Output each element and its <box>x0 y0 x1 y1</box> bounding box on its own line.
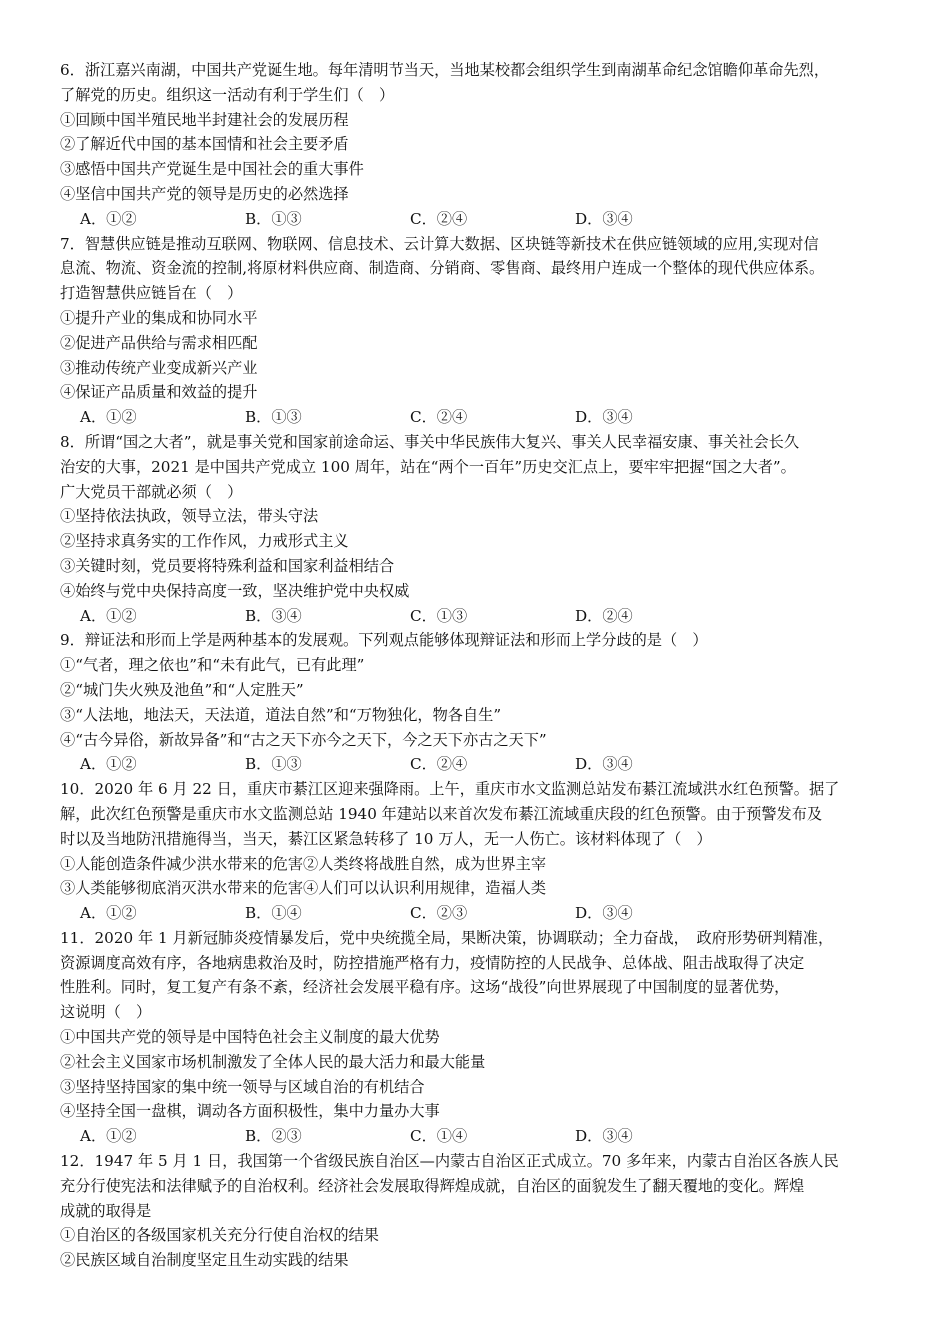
statement-item: ④“古今异俗，新故异备”和“古之天下亦今之天下，今之天下亦古之天下” <box>60 730 547 749</box>
statement-item: ③推动传统产业变成新兴产业 <box>60 358 258 377</box>
question-stem-line: 成就的取得是 <box>60 1201 152 1220</box>
option-d: D．③④ <box>575 1127 633 1146</box>
statement-item: ③坚持坚持国家的集中统一领导与区域自治的有机结合 <box>60 1077 425 1096</box>
question-stem-line: 8．所谓“国之大者”，就是事关党和国家前途命运、事关中华民族伟大复兴、事关人民幸福安康、事关社会长久 <box>60 432 800 451</box>
statement-item: ②“城门失火殃及池鱼”和“人定胜天” <box>60 680 304 699</box>
statement-item: ④始终与党中央保持高度一致，坚决维护党中央权威 <box>60 581 410 600</box>
option-b: B．①④ <box>245 904 302 923</box>
statement-item: ①自治区的各级国家机关充分行使自治权的结果 <box>60 1226 379 1245</box>
question-stem-line: 解，此次红色预警是重庆市水文监测总站 1940 年建站以来首次发布綦江流域重庆段的红色预警。由于预警发布及 <box>60 804 823 823</box>
statement-item: ③关键时刻，党员要将特殊利益和国家利益相结合 <box>60 556 395 575</box>
question-stem-line: 9．辩证法和形而上学是两种基本的发展观。下列观点能够体现辩证法和形而上学分歧的是（ ） <box>60 631 708 650</box>
statement-item: ①“气者，理之依也”和“未有此气，已有此理” <box>60 656 365 675</box>
statement-item: ③“人法地，地法天，天法道，道法自然”和“万物独化，物各自生” <box>60 705 502 724</box>
option-d: D．③④ <box>575 408 633 427</box>
question-stem-line: 这说明（ ） <box>60 1003 152 1022</box>
question-stem-line: 资源调度高效有序，各地病患救治及时，防控措施严格有力，疫情防控的人民战争、总体战、阻击战取得了决定 <box>60 953 805 972</box>
statement-item: ②坚持求真务实的工作作风，力戒形式主义 <box>60 532 349 551</box>
statement-item: ③人类能够彻底消灭洪水带来的危害④人们可以认识利用规律，造福人类 <box>60 879 546 898</box>
question-7 <box>60 232 898 430</box>
option-b: B．①③ <box>245 755 302 774</box>
option-c: C．②③ <box>410 904 468 923</box>
question-10 <box>60 777 898 926</box>
statement-item: ④保证产品质量和效益的提升 <box>60 383 258 402</box>
question-stem-line: 治安的大事，2021 是中国共产党成立 100 周年，站在“两个一百年”历史交汇点上，要牢牢把握“国之大者”。 <box>60 457 796 476</box>
question-9 <box>60 628 898 777</box>
option-a: A．①② <box>80 209 137 228</box>
question-stem-line: 广大党员干部就必须（ ） <box>60 482 243 501</box>
option-a: A．①② <box>80 606 137 625</box>
option-d: D．③④ <box>575 904 633 923</box>
option-d: D．③④ <box>575 209 633 228</box>
option-a: A．①② <box>80 1127 137 1146</box>
option-c: C．②④ <box>410 209 468 228</box>
option-c: C．②④ <box>410 408 468 427</box>
option-c: C．①④ <box>410 1127 468 1146</box>
question-stem-line: 11．2020 年 1 月新冠肺炎疫情暴发后，党中央统揽全局，果断决策，协调联动；全力奋战， 政府形势研判精准， <box>60 928 834 947</box>
question-stem-line: 6．浙江嘉兴南湖，中国共产党诞生地。每年清明节当天，当地某校都会组织学生到南湖革命纪念馆瞻仰革命先烈， <box>60 61 830 79</box>
statement-item: ①回顾中国半殖民地半封建社会的发展历程 <box>60 110 349 129</box>
option-b: B．①③ <box>245 209 302 228</box>
question-8 <box>60 430 898 628</box>
option-d: D．③④ <box>575 755 633 774</box>
option-b: B．①③ <box>245 408 302 427</box>
question-12 <box>60 1149 898 1273</box>
option-b: B．②③ <box>245 1127 302 1146</box>
answer-options <box>60 1124 898 1149</box>
option-a: A．①② <box>80 408 137 427</box>
question-stem-line: 10．2020 年 6 月 22 日，重庆市綦江区迎来强降雨。上午，重庆市水文监测总站发布綦江流域洪水红色预警。据了 <box>60 780 840 799</box>
statement-item: ①人能创造条件减少洪水带来的危害②人类终将战胜自然，成为世界主宰 <box>60 854 546 873</box>
question-stem-line: 12．1947 年 5 月 1 日，我国第一个省级民族自治区—内蒙古自治区正式成立。70 多年来，内蒙古自治区各族人民 <box>60 1152 839 1171</box>
statement-item: ②社会主义国家市场机制激发了全体人民的最大活力和最大能量 <box>60 1052 486 1071</box>
statement-item: ④坚信中国共产党的领导是历史的必然选择 <box>60 184 349 203</box>
question-6 <box>60 58 898 232</box>
option-b: B．③④ <box>245 606 302 625</box>
question-stem-line: 充分行使宪法和法律赋予的自治权利。经济社会发展取得辉煌成就，自治区的面貌发生了翻天覆地的变化。辉煌 <box>60 1176 805 1195</box>
answer-options <box>60 901 898 926</box>
option-a: A．①② <box>80 904 137 923</box>
statement-item: ①提升产业的集成和协同水平 <box>60 308 258 327</box>
option-d: D．②④ <box>575 606 633 625</box>
question-stem-line: 性胜利。同时，复工复产有条不紊，经济社会发展平稳有序。这场“战役”向世界展现了中国制度的显著优势， <box>60 978 790 997</box>
option-c: C．①③ <box>410 606 468 625</box>
answer-options <box>60 604 898 629</box>
answer-options <box>60 207 898 232</box>
statement-item: ②促进产品供给与需求相匹配 <box>60 333 258 352</box>
question-stem-line: 时以及当地防汛措施得当，当天，綦江区紧急转移了 10 万人，无一人伤亡。该材料体现了（ ） <box>60 829 712 848</box>
question-stem-line: 打造智慧供应链旨在（ ） <box>60 284 243 303</box>
statement-item: ①中国共产党的领导是中国特色社会主义制度的最大优势 <box>60 1028 440 1047</box>
question-11 <box>60 926 898 1149</box>
statement-item: ②了解近代中国的基本国情和社会主要矛盾 <box>60 135 349 154</box>
answer-options <box>60 405 898 430</box>
statement-item: ②民族区域自治制度坚定且生动实践的结果 <box>60 1251 349 1270</box>
question-stem-line: 息流、物流、资金流的控制,将原材料供应商、制造商、分销商、零售商、最终用户连成一个整体的现代供应体系。 <box>60 259 825 278</box>
option-c: C．②④ <box>410 755 468 774</box>
option-a: A．①② <box>80 755 137 774</box>
statement-item: ③感悟中国共产党诞生是中国社会的重大事件 <box>60 160 364 179</box>
statement-item: ①坚持依法执政，领导立法，带头守法 <box>60 507 319 526</box>
question-stem-line: 7．智慧供应链是推动互联网、物联网、信息技术、云计算大数据、区块链等新技术在供应链领域的应用,实现对信 <box>60 234 819 253</box>
answer-options <box>60 752 898 777</box>
statement-item: ④坚持全国一盘棋，调动各方面积极性，集中力量办大事 <box>60 1102 440 1121</box>
question-stem-line: 了解党的历史。组织这一活动有利于学生们（ ） <box>60 85 395 104</box>
